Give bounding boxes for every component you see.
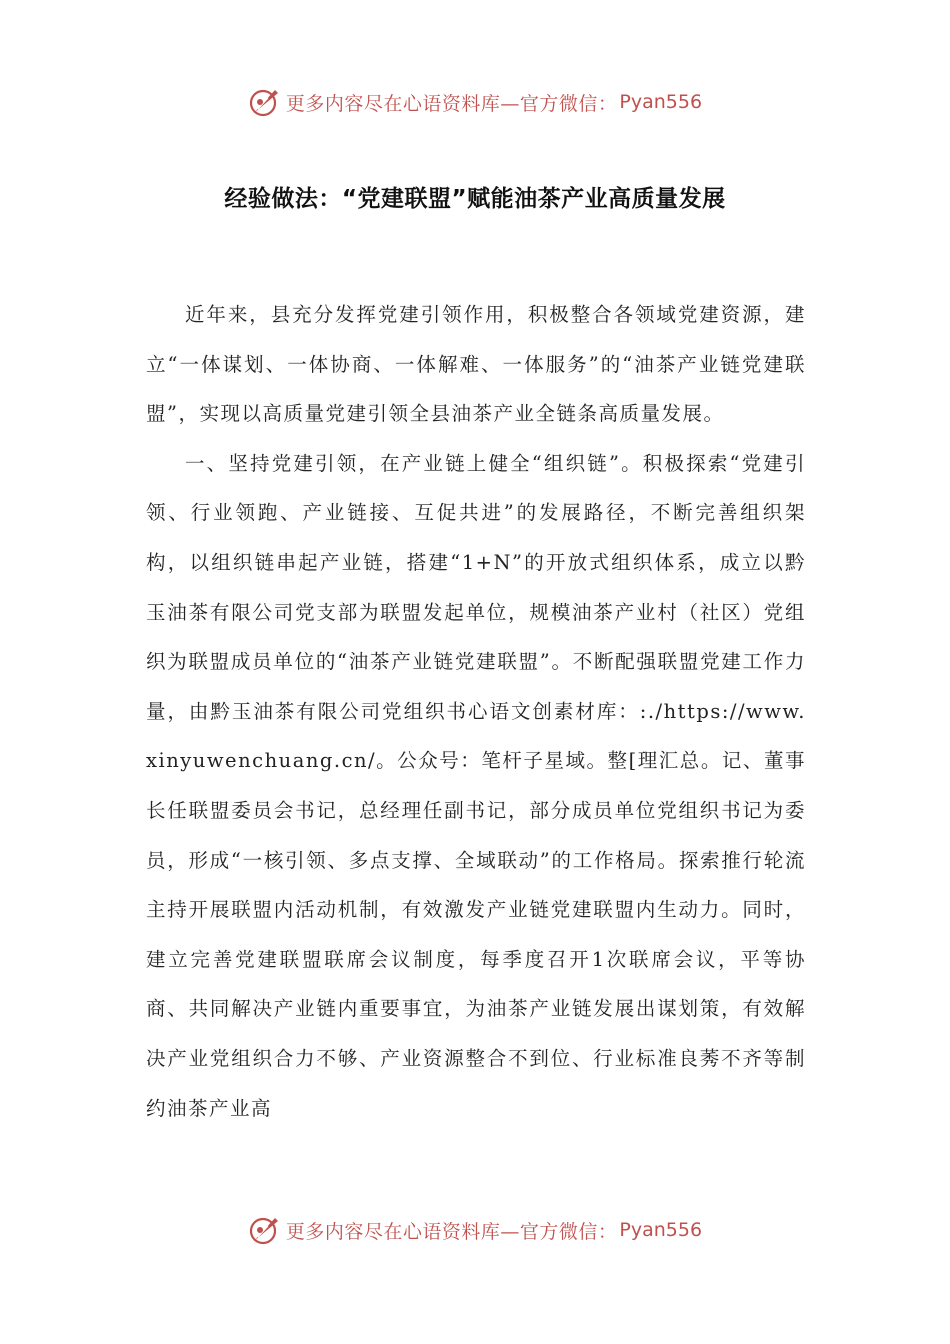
watermark-wechat-id: Pyan556 [619, 1219, 703, 1241]
document-title: 经验做法：“党建联盟”赋能油茶产业高质量发展 [224, 186, 726, 212]
quill-pen-logo-icon [248, 85, 282, 119]
watermark-text: 更多内容尽在心语资料库—官方微信： [285, 1220, 618, 1243]
header-watermark [0, 82, 950, 122]
document-body [146, 290, 806, 1133]
footer-watermark [0, 1210, 950, 1250]
watermark-text: 更多内容尽在心语资料库—官方微信： [285, 92, 618, 115]
paragraph-section-1: 一、坚持党建引领，在产业链上健全“组织链”。积极探索“党建引领、行业领跑、产业链接、互促共进”的发展路径，不断完善组织架构，以组织链串起产业链，搭建“1+N”的开放式组织体系，成立以黔玉油茶有限公司党支部为联盟发起单位，规模油茶产业村（社区）党组织为联盟成员单位的“油茶产业链党建联盟”。不断配强联盟党建工作力量，由黔玉油茶有限公司党组织书心语文创素材库：:./https://www.xinyuwenchuang.cn/。公众号：笔杆子星域。整[理汇总。记、董事长任联盟委员会书记，总经理任副书记，部分成员单位党组织书记为委员，形成“一核引领、多点支撑、全域联动”的工作格局。探索推行轮流主持开展联盟内活动机制，有效激发产业链党建联盟内生动力。同时，建立完善党建联盟联席会议制度，每季度召开1次联席会议，平等协商、共同解决产业链内重要事宜，为油茶产业链发展出谋划策，有效解决产业党组织合力不够、产业资源整合不到位、行业标准良莠不齐等制约油茶产业高 [146, 451, 806, 1120]
paragraph-intro: 近年来，县充分发挥党建引领作用，积极整合各领域党建资源，建立“一体谋划、一体协商、一体解难、一体服务”的“油茶产业链党建联盟”，实现以高质量党建引领全县油茶产业全链条高质量发展。 [146, 303, 806, 426]
quill-pen-logo-icon [248, 1213, 282, 1247]
watermark-wechat-id: Pyan556 [619, 91, 703, 113]
